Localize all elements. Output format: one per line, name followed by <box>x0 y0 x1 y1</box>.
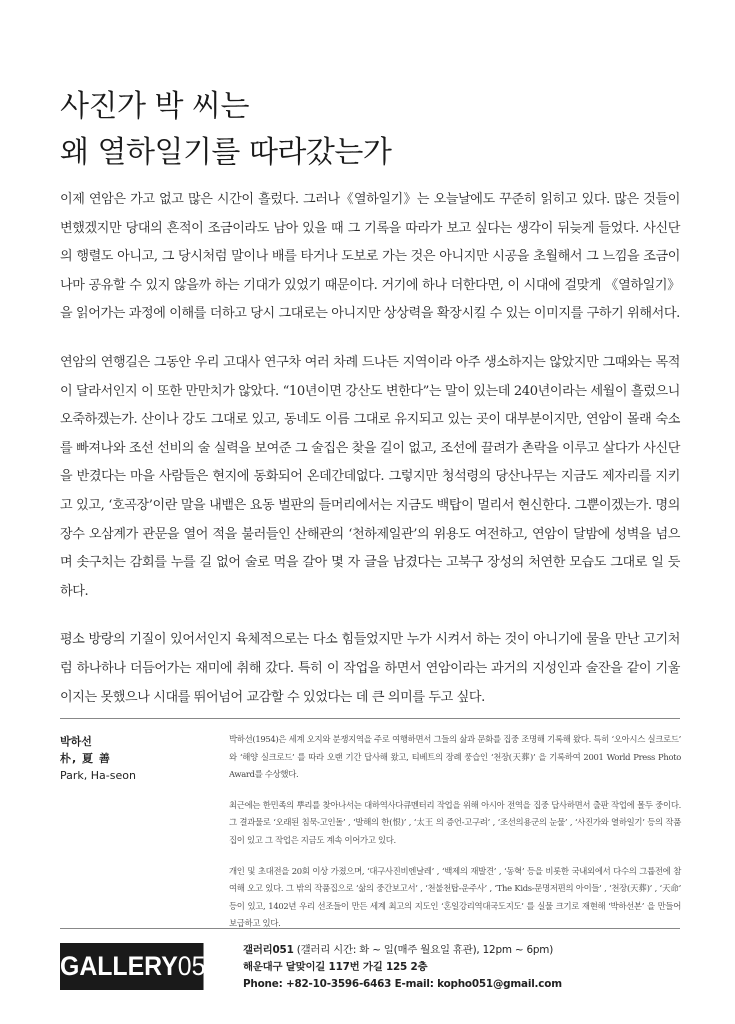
artist-name-hanja: 朴, 夏 善 <box>60 752 111 765</box>
bio-paragraph-2: 최근에는 한민족의 뿌리를 찾아나서는 대하역사다큐멘터리 작업을 위해 아시아 전역을 집중 답사하면서 출판 작업에 몰두 중이다. 그 결과물로 ‘오래된 침묵-고인돌’ , ‘발해의 한(恨)’ , ‘太王 의 증언-고구려’ , ‘조선의용군의 눈물’ , ‘사진가와 열하일기’ 등의 작품집이 있고 그 작업은 지금도 계속 이어가고 있다. <box>229 799 681 845</box>
gallery-logo-number: 051 <box>177 951 220 981</box>
bio-paragraph-3: 개인 및 초대전을 20회 이상 가졌으며, ‘대구사진비엔날레’ , ‘백제의 재발견’ , ‘동혁’ 등을 비롯한 국내외에서 다수의 그룹전에 참여해 오고 있다. 그 밖의 작품집으로 ‘삶의 중간보고서’ , ‘천불천탑-운주사’ , ‘The Kids-문명저편의 아이들’ , ‘천장(天葬)’ , ‘天命’ 등이 있고, 1402년 우리 선조들이 만든 세계 최고의 지도인 ‘혼일강리역대국도지도’ 를 실물 크기로 재현해 ‘박하선본’ 을 만들어 보급하고 있다. <box>229 865 681 929</box>
artist-name-english: Park, Ha-seon <box>60 769 136 782</box>
page-title <box>60 84 700 176</box>
title-line-1: 사진가 박 씨는 <box>60 89 249 124</box>
essay-paragraph-3: 평소 방랑의 기질이 있어서인지 육체적으로는 다소 힘들었지만 누가 시켜서 하는 것이 아니기에 물을 만난 고기처럼 하나하나 더듬어가는 재미에 취해 갔다. 특히 이 작업을 하면서 연암이라는 과거의 지성인과 술잔을 같이 기울이지는 못했으나 시대를 뛰어넘어 교감할 수 있었다는 데 큰 의미를 두고 싶다. <box>60 632 680 705</box>
gallery-hours: (갤러리 시간: 화 ~ 일(매주 월요일 휴관), 12pm ~ 6pm) <box>293 944 554 956</box>
artist-name-korean: 박하선 <box>60 735 92 748</box>
artist-biography <box>229 731 681 946</box>
gallery-logo-text: GALLERY <box>60 951 178 981</box>
bio-paragraph-1: 박하선(1954)은 세계 오지와 분쟁지역을 주로 여행하면서 그들의 삶과 문화를 집중 조명해 기록해 왔다. 특히 ‘오아시스 실크로드’ 와 ‘해양 실크로드’ 를 따라 오랜 기간 답사해 왔고, 티베트의 장례 풍습인 ‘천장(天葬)’ 을 기록하여 2001 World Press Photo Award를 수상했다. <box>229 734 681 780</box>
gallery-name: 갤러리051 <box>243 944 294 956</box>
gallery-info <box>243 942 683 993</box>
essay-paragraph-2: 연암의 연행길은 그동안 우리 고대사 연구차 여러 차례 드나든 지역이라 아주 생소하지는 않았지만 그때와는 목적이 달라서인지 이 또한 만만치가 않았다. “10년이면 강산도 변한다”는 말이 있는데 240년이라는 세월이 흘렀으니 오죽하겠는가. 산이나 강도 그대로 있고, 동네도 이름 그대로 유지되고 있는 곳이 대부분이지만, 연암이 몰래 숙소를 빠져나와 조선 선비의 술 실력을 보여준 그 술집은 찾을 길이 없고, 조선에 끌려가 촌락을 이루고 살다가 사신단을 반겼다는 마을 사람들은 현지에 동화되어 온데간데없다. 그렇지만 청석령의 당산나무는 지금도 제자리를 지키고 있고, ‘호곡장’이란 말을 내뱉은 요동 벌판의 들머리에서는 지금도 백탑이 멀리서 현신한다. 그뿐이겠는가. 명의 장수 오삼계가 관문을 열어 적을 불러들인 산해관의 ‘천하제일관’의 위용도 여전하고, 연암이 달밤에 성벽을 넘으며 솟구치는 감회를 누를 길 없어 술로 먹을 갈아 몇 자 글을 남겼다는 고북구 장성의 처연한 모습도 그대로 일 듯하다. <box>60 354 680 599</box>
gallery-logo <box>60 943 220 990</box>
essay-paragraph-1: 이제 연암은 가고 없고 많은 시간이 흘렀다. 그러나《열하일기》는 오늘날에도 꾸준히 읽히고 있다. 많은 것들이 변했겠지만 당대의 흔적이 조금이라도 남아 있을 때 그 기록을 따라가 보고 싶다는 생각이 뒤늦게 들었다. 사신단의 행렬도 아니고, 그 당시처럼 말이나 배를 타거나 도보로 가는 것은 아니지만 시공을 초월해서 그 느낌을 조금이나마 공유할 수 있지 않을까 하는 기대가 있었기 때문이다. 거기에 하나 더한다면, 이 시대에 걸맞게 《열하일기》을 읽어가는 과정에 이해를 더하고 당시 그대로는 아니지만 상상력을 확장시킬 수 있는 이미지를 구하기 위해서다. <box>60 192 680 322</box>
gallery-contact: Phone: +82-10-3596-6463 E-mail: kopho051@gmail.com <box>243 978 562 990</box>
title-line-2: 왜 열하일기를 따라갔는가 <box>60 135 392 170</box>
gallery-address: 해운대구 달맞이길 117번 가길 125 2층 <box>243 961 428 973</box>
footer-divider <box>60 928 680 929</box>
section-divider <box>60 718 680 719</box>
artist-name-block <box>60 733 210 784</box>
essay-body <box>60 186 680 732</box>
